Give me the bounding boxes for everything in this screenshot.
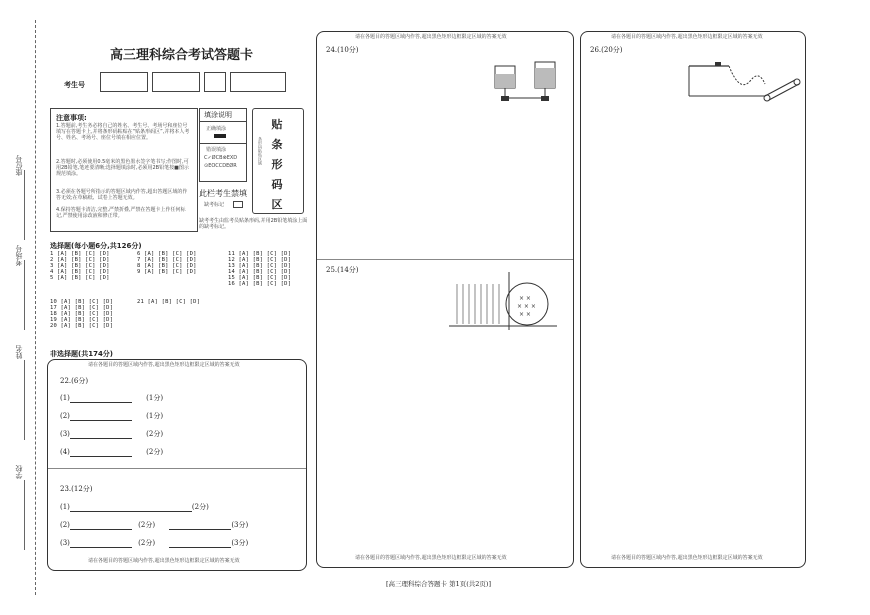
name-label: 姓名 xyxy=(15,345,23,359)
mc-row[interactable]: 20 [A] [B] [C] [D] xyxy=(50,323,114,329)
notice-title: 注意事项: xyxy=(56,114,87,122)
notice-box xyxy=(50,108,198,232)
q24-diagram xyxy=(485,54,569,112)
notice-item-1: 1.答题前,考生务必将自己的姓名、考生号、考场号和座位号填写在答题卡上,并将条形码粘贴在“贴条形码区”,并将本人考号、姓名、考场号、座位号填在相应位置。 xyxy=(56,123,190,141)
seat-no-label: 座位号 xyxy=(15,155,23,176)
q26-diagram xyxy=(685,54,805,110)
mc-row[interactable]: 11 [A] [B] [C] [D] xyxy=(228,251,292,257)
region-notice-24: 请在各题目的答题区域内作答,超出黑色矩形边框限定区域的答案无效 xyxy=(355,34,507,40)
exam-no-boxes[interactable] xyxy=(100,72,285,92)
barcode-label: 贴条形码区 xyxy=(271,118,283,211)
q25-title: 25.(14分) xyxy=(326,266,359,274)
page-footer: [高三理科综合答题卡 第1页(共2页)] xyxy=(386,580,491,588)
school-label: 学校 xyxy=(15,465,23,479)
sheet-title: 高三理科综合考试答题卡 xyxy=(110,48,254,63)
fill-example-box xyxy=(199,108,247,182)
mc-row[interactable]: 10 [A] [B] [C] [D] xyxy=(50,299,114,305)
mc-col-5[interactable] xyxy=(137,299,200,305)
svg-text:× ×: × × xyxy=(519,295,531,302)
mc-row[interactable]: 1 [A] [B] [C] [D] xyxy=(50,251,110,257)
barcode-side-note: 条形码粘贴区域 xyxy=(258,137,263,165)
barcode-box xyxy=(252,108,304,214)
region-notice-bottom: 请在各题目的答题区域内作答,超出黑色矩形边框限定区域的答案无效 xyxy=(88,558,240,564)
absent-note: 缺考考生由监考员贴条形码,并用2B铅笔填涂上面的缺考标记。 xyxy=(199,218,308,230)
mc-row[interactable]: 15 [A] [B] [C] [D] xyxy=(228,275,292,281)
region-notice-26-bottom: 请在各题目的答题区域内作答,超出黑色矩形边框限定区域的答案无效 xyxy=(611,555,763,561)
svg-text:× × ×: × × × xyxy=(517,303,536,310)
q24-title: 24.(10分) xyxy=(326,46,359,54)
correct-fill-sample xyxy=(214,134,226,138)
notice-item-2: 2.答题时,必须使用0.5毫米的黑色墨水签字笔书写;作图时,可用2B铅笔,笔迹要清晰;选择题填涂时,必须用2B铅笔按■图示规范填涂。 xyxy=(56,159,189,177)
q23-row-2[interactable]: (2) (2分) (3分) xyxy=(60,521,249,529)
exam-no-label: 考生号 xyxy=(64,81,85,89)
mc-row[interactable]: 14 [A] [B] [C] [D] xyxy=(228,269,292,275)
q22-row-3[interactable]: (3) (2分) xyxy=(60,430,164,438)
mc-row[interactable]: 2 [A] [B] [C] [D] xyxy=(50,257,110,263)
q23-row-3[interactable]: (3) (2分) (3分) xyxy=(60,539,249,547)
q23-title: 23.(12分) xyxy=(60,485,93,493)
region-notice-25: 请在各题目的答题区域内作答,超出黑色矩形边框限定区域的答案无效 xyxy=(355,555,507,561)
mc-col-4[interactable] xyxy=(50,299,113,329)
q24-q25-separator xyxy=(317,259,573,260)
mc-header: 选择题(每小题6分,共126分) xyxy=(50,242,142,250)
mc-row[interactable]: 13 [A] [B] [C] [D] xyxy=(228,263,292,269)
wrong-fill-label: 错误填涂 xyxy=(206,147,227,153)
mc-row[interactable]: 5 [A] [B] [C] [D] xyxy=(50,275,110,281)
mc-row[interactable]: 3 [A] [B] [C] [D] xyxy=(50,263,110,269)
mc-row[interactable]: 19 [A] [B] [C] [D] xyxy=(50,317,114,323)
correct-fill-label: 正确填涂 xyxy=(206,126,227,132)
mc-row[interactable]: 17 [A] [B] [C] [D] xyxy=(50,305,114,311)
mc-col-1[interactable] xyxy=(50,251,110,281)
seat-line xyxy=(24,170,25,240)
q22-title: 22.(6分) xyxy=(60,377,89,385)
absent-mark-box[interactable] xyxy=(233,201,243,208)
room-line xyxy=(24,260,25,330)
mc-row[interactable]: 21 [A] [B] [C] [D] xyxy=(137,299,201,305)
q22-row-1[interactable]: (1) (1分) xyxy=(60,394,164,402)
mc-col-2[interactable] xyxy=(137,251,197,275)
q25-diagram xyxy=(449,272,559,334)
non-mc-header: 非选择题(共174分) xyxy=(50,350,114,358)
region-notice-top: 请在各题目的答题区域内作答,超出黑色矩形边框限定区域的答案无效 xyxy=(88,362,240,368)
q23-row-1[interactable]: (1) (2分) xyxy=(60,503,209,511)
absent-mark-label: 缺考标记 xyxy=(204,202,225,208)
q26-title: 26.(20分) xyxy=(590,46,623,54)
mc-row[interactable]: 8 [A] [B] [C] [D] xyxy=(137,263,197,269)
name-line xyxy=(24,360,25,440)
school-line xyxy=(24,480,25,550)
mc-row[interactable]: 16 [A] [B] [C] [D] xyxy=(228,281,292,287)
mc-col-3[interactable] xyxy=(228,251,291,287)
fill-example-title: 填涂说明 xyxy=(204,111,232,119)
answer-box-24-25[interactable] xyxy=(316,31,574,568)
answer-box-26[interactable] xyxy=(580,31,806,568)
region-notice-26: 请在各题目的答题区域内作答,超出黑色矩形边框限定区域的答案无效 xyxy=(611,34,763,40)
cut-line xyxy=(35,20,36,595)
wrong-fill-sample-1: C✓ØCB⊗EXD xyxy=(204,155,238,161)
q22-row-4[interactable]: (4) (2分) xyxy=(60,448,164,456)
mc-row[interactable]: 12 [A] [B] [C] [D] xyxy=(228,257,292,263)
mc-row[interactable]: 9 [A] [B] [C] [D] xyxy=(137,269,197,275)
notice-item-4: 4.保持答题卡清洁,完整,严禁折叠,严禁在答题卡上作任何标记,严禁使用涂改液和修正带。 xyxy=(56,207,186,219)
answer-box-22-23[interactable] xyxy=(47,359,307,571)
svg-text:× ×: × × xyxy=(519,311,531,318)
wrong-fill-sample-2: ⊙EOCCDEØR xyxy=(204,163,237,169)
q22-q23-separator xyxy=(48,468,306,469)
q22-row-2[interactable]: (2) (1分) xyxy=(60,412,164,420)
mc-row[interactable]: 18 [A] [B] [C] [D] xyxy=(50,311,114,317)
mc-row[interactable]: 4 [A] [B] [C] [D] xyxy=(50,269,110,275)
absent-title: 此栏考生禁填 xyxy=(199,189,247,198)
room-no-label: 考场号 xyxy=(15,245,23,266)
notice-item-3: 3.必须在各题号所指示的答题区域内作答,超出答题区域的作答无效;在草稿纸、试卷上答题无效。 xyxy=(56,189,188,201)
mc-row[interactable]: 6 [A] [B] [C] [D] xyxy=(137,251,197,257)
mc-row[interactable]: 7 [A] [B] [C] [D] xyxy=(137,257,197,263)
